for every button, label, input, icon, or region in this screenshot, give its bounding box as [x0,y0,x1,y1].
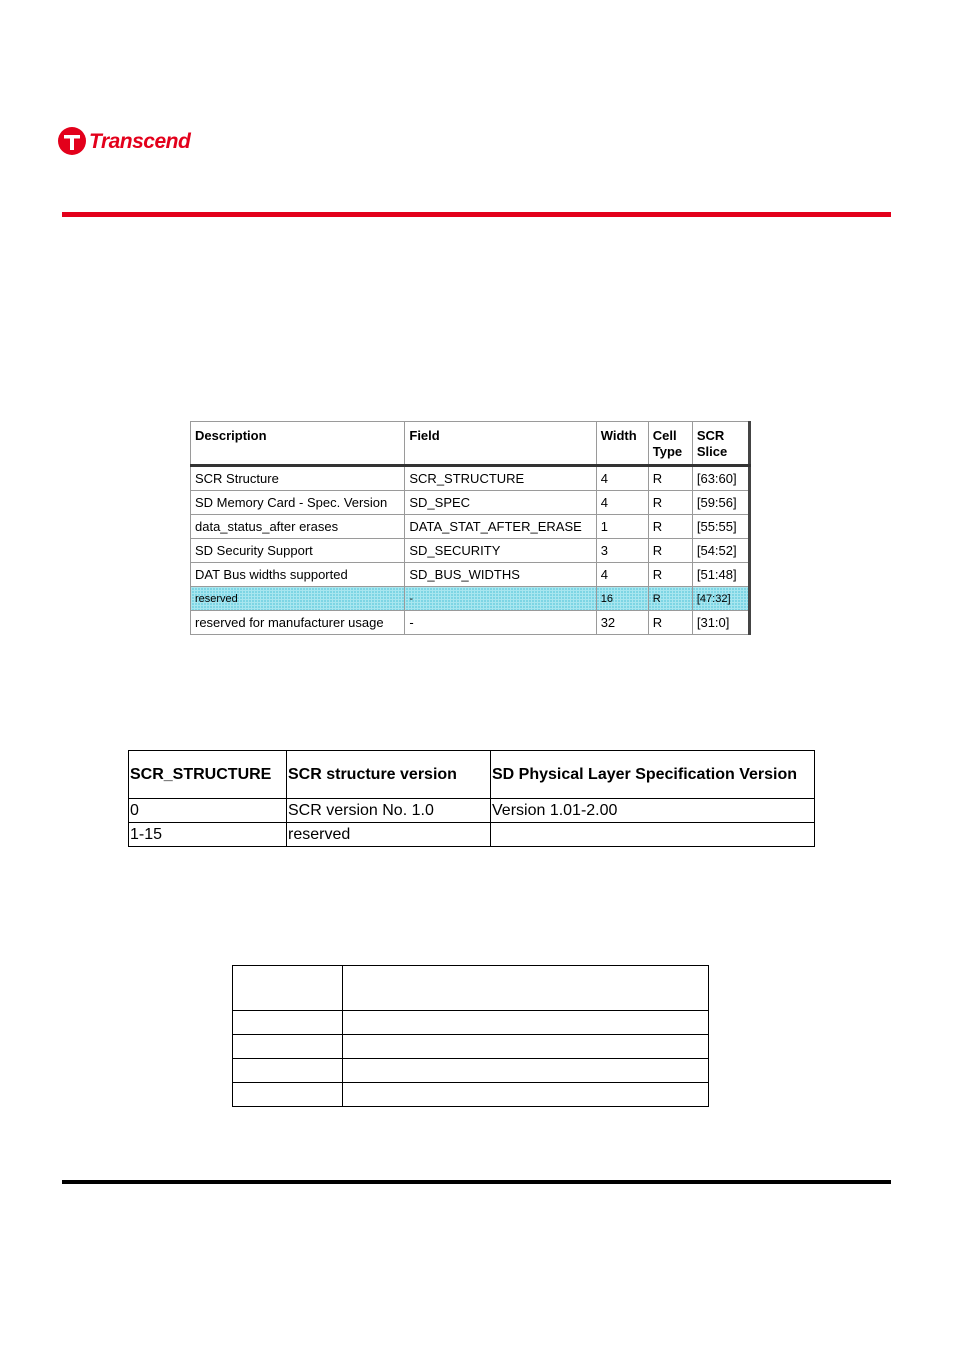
cell-description: data_status_after erases [191,515,405,539]
table-row [191,466,750,491]
table-row [191,611,750,635]
cell-field: - [405,587,596,611]
cell-width: 16 [596,587,648,611]
cell-width: 4 [596,491,648,515]
table-row [233,1059,709,1083]
cell-structure-version: reserved [287,823,491,847]
cell-description: reserved [191,587,405,611]
cell-description: SD Security Support [191,539,405,563]
cell-slice: [54:52] [692,539,749,563]
header-cell-type: Cell Type [648,422,692,466]
cell-description: SD Memory Card - Spec. Version [191,491,405,515]
cell-field: DATA_STAT_AFTER_ERASE [405,515,596,539]
table-header-row [191,422,750,466]
empty-cell [233,1083,343,1107]
table-row [129,799,815,823]
cell-field: SD_SECURITY [405,539,596,563]
cell-width: 1 [596,515,648,539]
cell-type: R [648,515,692,539]
cell-type: R [648,587,692,611]
header-rule [62,212,891,217]
svg-text:Transcend: Transcend [89,130,191,153]
cell-spec-version: Version 1.01-2.00 [491,799,815,823]
cell-type: R [648,563,692,587]
table-row [233,1035,709,1059]
cell-slice: [31:0] [692,611,749,635]
cell-field: SD_SPEC [405,491,596,515]
header-description: Description [191,422,405,466]
table-row [129,823,815,847]
scr-structure-table [128,750,815,847]
empty-cell [343,966,709,1011]
cell-scr-structure: 0 [129,799,287,823]
cell-description: reserved for manufacturer usage [191,611,405,635]
empty-cell [343,1035,709,1059]
empty-cell [233,1059,343,1083]
cell-slice: [63:60] [692,466,749,491]
empty-cell [343,1083,709,1107]
cell-field: - [405,611,596,635]
header-field: Field [405,422,596,466]
table-row [191,515,750,539]
cell-type: R [648,466,692,491]
cell-slice: [59:56] [692,491,749,515]
cell-width: 4 [596,563,648,587]
empty-cell [343,1011,709,1035]
empty-cell [233,966,343,1011]
table-row [233,1083,709,1107]
transcend-logo [56,124,206,158]
table-header-row [129,751,815,799]
table-row-highlighted [191,587,750,611]
cell-type: R [648,539,692,563]
cell-width: 4 [596,466,648,491]
table-header-row [233,966,709,1011]
cell-structure-version: SCR version No. 1.0 [287,799,491,823]
cell-type: R [648,491,692,515]
cell-description: SCR Structure [191,466,405,491]
empty-cell [343,1059,709,1083]
scr-fields-table [190,421,751,635]
table-row [191,563,750,587]
header-scr-slice: SCR Slice [692,422,749,466]
table-row [191,491,750,515]
header-sd-physical-layer-version: SD Physical Layer Specification Version [491,751,815,799]
header-width: Width [596,422,648,466]
cell-width: 32 [596,611,648,635]
table-row [233,1011,709,1035]
cell-type: R [648,611,692,635]
cell-slice: [47:32] [692,587,749,611]
cell-slice: [51:48] [692,563,749,587]
cell-field: SCR_STRUCTURE [405,466,596,491]
header-scr-structure-version: SCR structure version [287,751,491,799]
empty-cell [233,1011,343,1035]
cell-spec-version [491,823,815,847]
table-row [191,539,750,563]
cell-width: 3 [596,539,648,563]
header-scr-structure: SCR_STRUCTURE [129,751,287,799]
empty-grid-table [232,965,709,1107]
cell-slice: [55:55] [692,515,749,539]
footer-rule [62,1180,891,1184]
cell-scr-structure: 1-15 [129,823,287,847]
cell-field: SD_BUS_WIDTHS [405,563,596,587]
cell-description: DAT Bus widths supported [191,563,405,587]
empty-cell [233,1035,343,1059]
